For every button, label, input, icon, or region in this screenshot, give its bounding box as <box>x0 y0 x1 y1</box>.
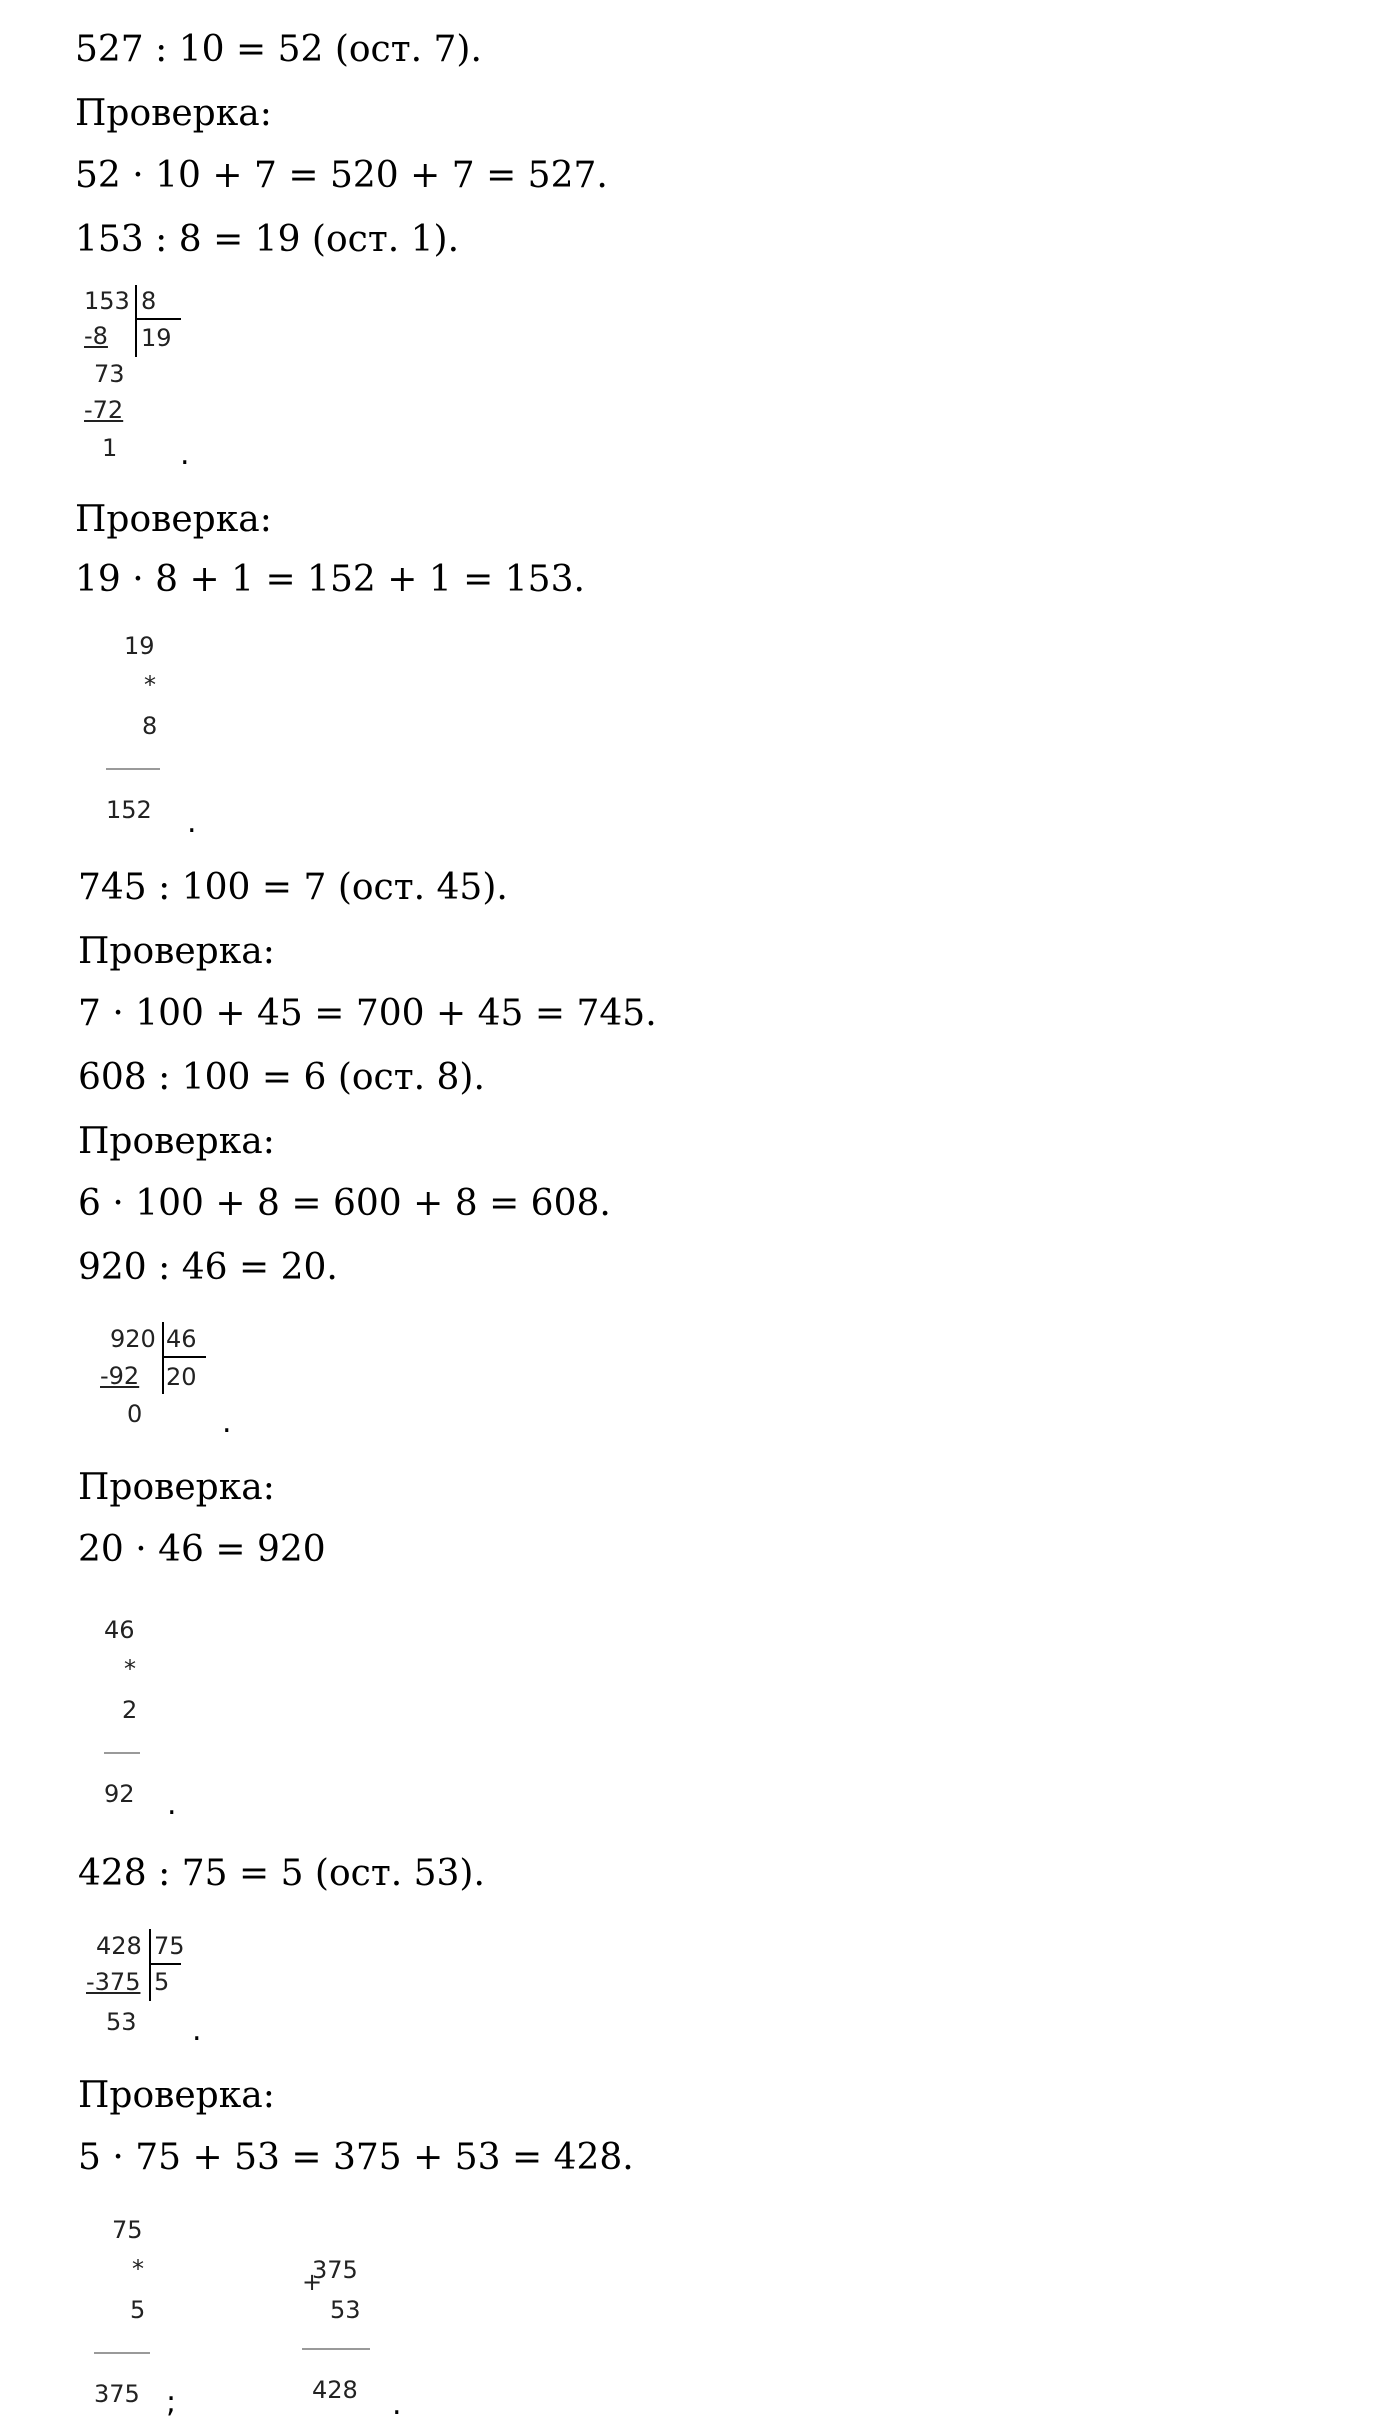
end-punctuation: . <box>167 1787 177 1822</box>
equation-line: 608 : 100 = 6 (ост. 8). <box>78 1057 485 1098</box>
dividend: 920 <box>110 1325 156 1353</box>
equation-line: 5 · 75 + 53 = 375 + 53 = 428. <box>78 2137 634 2178</box>
remainder: 0 <box>127 1400 143 1428</box>
divisor: 46 <box>166 1325 197 1353</box>
check-heading: Проверка: <box>78 2075 275 2116</box>
equation-line: 745 : 100 = 7 (ост. 45). <box>78 867 508 908</box>
check-heading: Проверка: <box>78 931 275 972</box>
factor: 5 <box>130 2296 146 2324</box>
factor: 75 <box>112 2216 143 2244</box>
product: 152 <box>106 796 152 824</box>
equation-line: 7 · 100 + 45 = 700 + 45 = 745. <box>78 993 657 1034</box>
addend: 53 <box>330 2296 361 2324</box>
factor: 2 <box>122 1696 138 1724</box>
dividend: 153 <box>84 287 130 315</box>
quotient: 5 <box>154 1968 170 1996</box>
equation-line: 428 : 75 = 5 (ост. 53). <box>78 1853 485 1894</box>
multiply-sign: * <box>124 1655 136 1683</box>
equation-line: 920 : 46 = 20. <box>78 1247 338 1288</box>
factor: 8 <box>142 712 158 740</box>
subtrahend: -8 <box>84 322 108 350</box>
end-punctuation: . <box>392 2387 402 2422</box>
division-vertical-line <box>162 1322 164 1394</box>
factor: 46 <box>104 1616 135 1644</box>
end-punctuation: . <box>180 437 190 472</box>
equation-line: 19 · 8 + 1 = 152 + 1 = 153. <box>75 559 585 600</box>
result-line <box>106 768 160 770</box>
divisor: 8 <box>141 287 157 315</box>
product: 92 <box>104 1780 135 1808</box>
multiply-sign: * <box>132 2255 144 2283</box>
subtrahend: -92 <box>100 1362 140 1390</box>
end-punctuation: . <box>222 1405 232 1440</box>
equation-line: 153 : 8 = 19 (ост. 1). <box>75 219 460 260</box>
division-horizontal-line <box>151 1963 181 1965</box>
dividend: 428 <box>96 1932 142 1960</box>
result-line <box>302 2348 370 2350</box>
equation-line: 6 · 100 + 8 = 600 + 8 = 608. <box>78 1183 611 1224</box>
subtrahend: -72 <box>84 396 124 424</box>
subtrahend: -375 <box>86 1968 141 1996</box>
quotient: 20 <box>166 1363 197 1391</box>
equation-line: 527 : 10 = 52 (ост. 7). <box>75 29 482 70</box>
check-heading: Проверка: <box>75 499 272 540</box>
remainder: 73 <box>94 360 125 388</box>
plus-sign: + <box>302 2268 323 2296</box>
remainder: 53 <box>106 2008 137 2036</box>
division-vertical-line <box>135 285 137 357</box>
end-punctuation: . <box>192 2013 202 2048</box>
end-punctuation: . <box>187 805 197 840</box>
check-heading: Проверка: <box>78 1121 275 1162</box>
product: 375 <box>94 2380 140 2408</box>
divisor: 75 <box>154 1932 185 1960</box>
quotient: 19 <box>141 324 172 352</box>
check-heading: Проверка: <box>75 93 272 134</box>
equation-line: 20 · 46 = 920 <box>78 1529 326 1570</box>
factor: 19 <box>124 632 155 660</box>
addend: 375 <box>312 2256 358 2284</box>
division-vertical-line <box>149 1929 151 2001</box>
division-horizontal-line <box>164 1356 206 1358</box>
result-line <box>104 1752 140 1754</box>
multiply-sign: * <box>144 671 156 699</box>
end-punctuation: ; <box>166 2385 177 2420</box>
sum: 428 <box>312 2376 358 2404</box>
result-line <box>94 2352 150 2354</box>
division-horizontal-line <box>137 318 181 320</box>
remainder: 1 <box>102 434 118 462</box>
equation-line: 52 · 10 + 7 = 520 + 7 = 527. <box>75 155 608 196</box>
check-heading: Проверка: <box>78 1467 275 1508</box>
